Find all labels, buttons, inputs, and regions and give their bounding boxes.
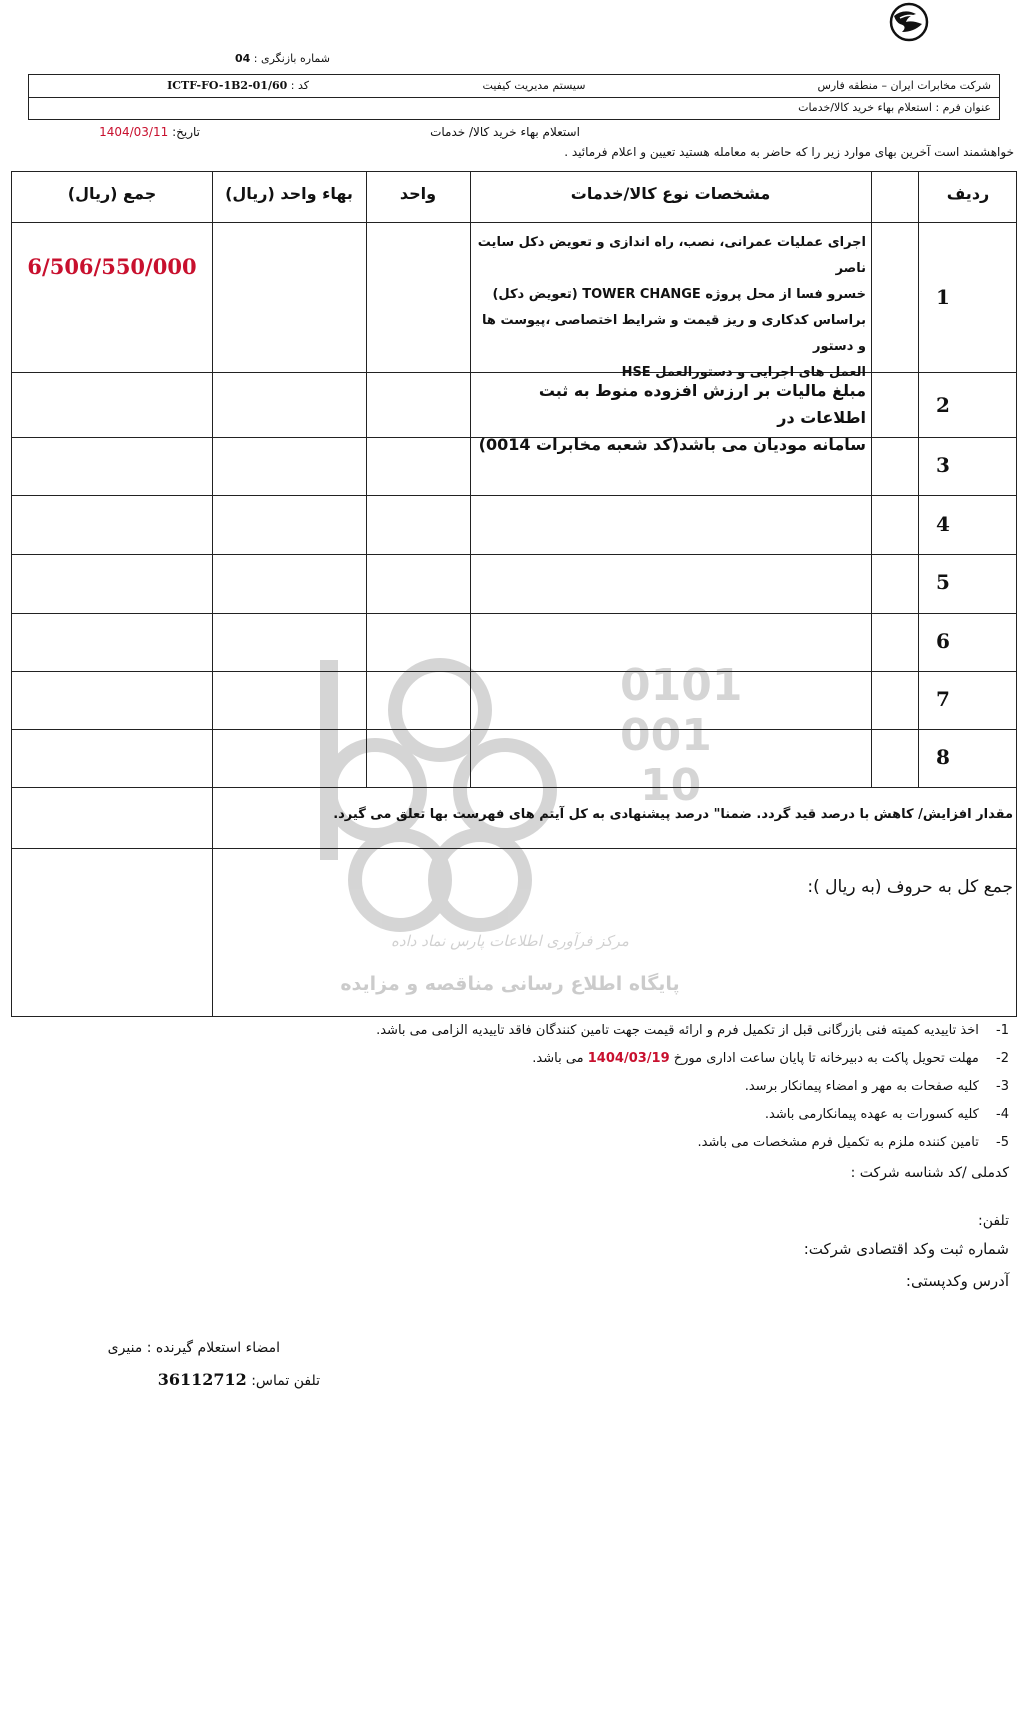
- header-unit-price: بهاء واحد (ریال): [225, 184, 353, 203]
- row-number: 1: [936, 285, 950, 309]
- row-number: 4: [936, 512, 950, 536]
- header-total: جمع (ریال): [67, 184, 157, 203]
- col-divider: [470, 172, 471, 787]
- row-2-spec: [474, 377, 866, 458]
- header-unit: واحد: [399, 184, 437, 203]
- col-divider: [871, 172, 872, 787]
- row-1-spec: [474, 230, 866, 386]
- header-row-2: [29, 98, 999, 120]
- spec-line: مبلغ مالیات بر ارزش افزوده منوط به ثبت اطلاعات در: [538, 381, 866, 427]
- note-number: 1-: [996, 1023, 1009, 1038]
- note-3: [209, 1079, 1009, 1094]
- deadline-date: 1404/03/19: [587, 1051, 670, 1066]
- row-divider: [12, 613, 1016, 614]
- watermark-text-2: پایگاه اطلاع رسانی مناقصه و مزایده: [340, 973, 680, 995]
- row-number: 2: [936, 393, 950, 417]
- row-divider: [12, 495, 1016, 496]
- note-5: [209, 1135, 1009, 1150]
- request-text: خواهشمند است آخرین بهای موارد زیر را که حاضر به معامله هستید تعیین و اعلام فرمائید .: [564, 145, 1014, 159]
- row-divider: [12, 554, 1016, 555]
- note-text: می باشد.: [532, 1051, 584, 1066]
- change-percent-note: مقدار افزایش/ کاهش با درصد قید گردد. ضمنا" درصد پیشنهادی به کل آیتم های فهرست بها تعلق می گیرد.: [333, 807, 1013, 822]
- inquiry-signer: امضاء استعلام گیرنده : منیری: [107, 1340, 280, 1356]
- note-4: [209, 1107, 1009, 1122]
- spec-line: العمل های اجرایی و دستورالعمل HSE: [621, 365, 866, 380]
- spec-line: اجرای عملیات عمرانی، نصب، راه اندازی و تعویض دکل سایت ناصر: [477, 235, 866, 276]
- company-name: شرکت مخابرات ایران – منطقه فارس: [817, 79, 991, 92]
- note-1: [209, 1023, 1009, 1038]
- note-text: کلیه صفحات به مهر و امضاء پیمانکار برسد.: [744, 1079, 979, 1094]
- phone-label: تلفن:: [978, 1213, 1009, 1229]
- contact-phone-label: تلفن تماس:: [251, 1373, 320, 1389]
- form-title: عنوان فرم : استعلام بهاء خرید کالا/خدمات: [798, 101, 991, 114]
- code-value: ICTF-FO-1B2-01/60: [167, 79, 288, 92]
- note-number: 3-: [996, 1079, 1009, 1094]
- form-header-box: [28, 74, 1000, 120]
- revision-label: شماره بازنگری :: [253, 52, 330, 65]
- header-spec: مشخصات نوع کالا/خدمات: [570, 184, 771, 203]
- row-1-total: 6/506/550/000: [27, 254, 197, 279]
- col-divider: [366, 172, 367, 787]
- contact-phone-value: 36112712: [157, 1370, 247, 1389]
- note-text: تامین کننده ملزم به تکمیل فرم مشخصات می باشد.: [697, 1135, 979, 1150]
- date-value: 1404/03/11: [99, 125, 169, 139]
- spec-line: براساس کدکاری و ریز قیمت و شرایط اختصاصی ،پیوست ها و دستور: [482, 313, 866, 354]
- revision-value: 04: [234, 52, 251, 65]
- total-in-words-label: جمع کل به حروف (به ریال ):: [807, 877, 1013, 897]
- row-number: 5: [936, 570, 950, 594]
- inquiry-subject: استعلام بهاء خرید کالا/ خدمات: [430, 125, 580, 139]
- date-label: تاریخ:: [172, 125, 200, 139]
- svg-text:10: 10: [640, 760, 702, 811]
- note-text: کلیه کسورات به عهده پیمانکارمی باشد.: [764, 1107, 979, 1122]
- row-divider: [12, 222, 1016, 223]
- contact-phone-line: [100, 1370, 320, 1389]
- revision-line: [150, 52, 330, 65]
- company-logo-icon: [886, 2, 932, 42]
- header-row-number: ردیف: [946, 184, 990, 203]
- note-number: 5-: [996, 1135, 1009, 1150]
- row-number: 6: [936, 629, 950, 653]
- items-table: [11, 171, 1017, 1017]
- spec-line: سامانه مودیان می باشد(کد شعبه مخابرات 0014): [478, 435, 866, 454]
- header-row-1: [29, 75, 999, 98]
- national-id-label: کدملی /کد شناسه شرکت :: [850, 1165, 1009, 1181]
- code-label: کد :: [290, 79, 309, 92]
- svg-text:001: 001: [620, 710, 712, 761]
- date-line: [20, 125, 200, 139]
- row-number: 8: [936, 745, 950, 769]
- row-number: 7: [936, 687, 950, 711]
- note-number: 4-: [996, 1107, 1009, 1122]
- row-divider: [12, 787, 1016, 788]
- watermark-text-1: مرکز فرآوری اطلاعات پارس نماد داده: [391, 932, 629, 950]
- row-divider: [12, 848, 1016, 849]
- address-postal-label: آدرس وکدپستی:: [905, 1272, 1009, 1290]
- note-2: [209, 1051, 1009, 1066]
- row-divider: [12, 671, 1016, 672]
- note-number: 2-: [996, 1051, 1009, 1066]
- svg-text:0101: 0101: [620, 660, 743, 711]
- row-divider: [12, 729, 1016, 730]
- note-text: مهلت تحویل پاکت به دبیرخانه تا پایان ساعت اداری مورخ: [673, 1051, 979, 1066]
- col-divider: [212, 172, 213, 1017]
- registration-econ-code-label: شماره ثبت وکد اقتصادی شرکت:: [803, 1240, 1009, 1258]
- code-line: [109, 79, 309, 92]
- system-name: سیستم مدیریت کیفیت: [482, 79, 586, 92]
- row-number: 3: [936, 453, 950, 477]
- spec-line: خسرو فسا از محل پروژه TOWER CHANGE (تعویض دکل): [492, 287, 866, 302]
- note-text: اخذ تاییدیه کمیته فنی بازرگانی قبل از تکمیل فرم و ارائه قیمت جهت تامین کنندگان فاقد تاییدیه الزامی می باشد.: [376, 1023, 979, 1038]
